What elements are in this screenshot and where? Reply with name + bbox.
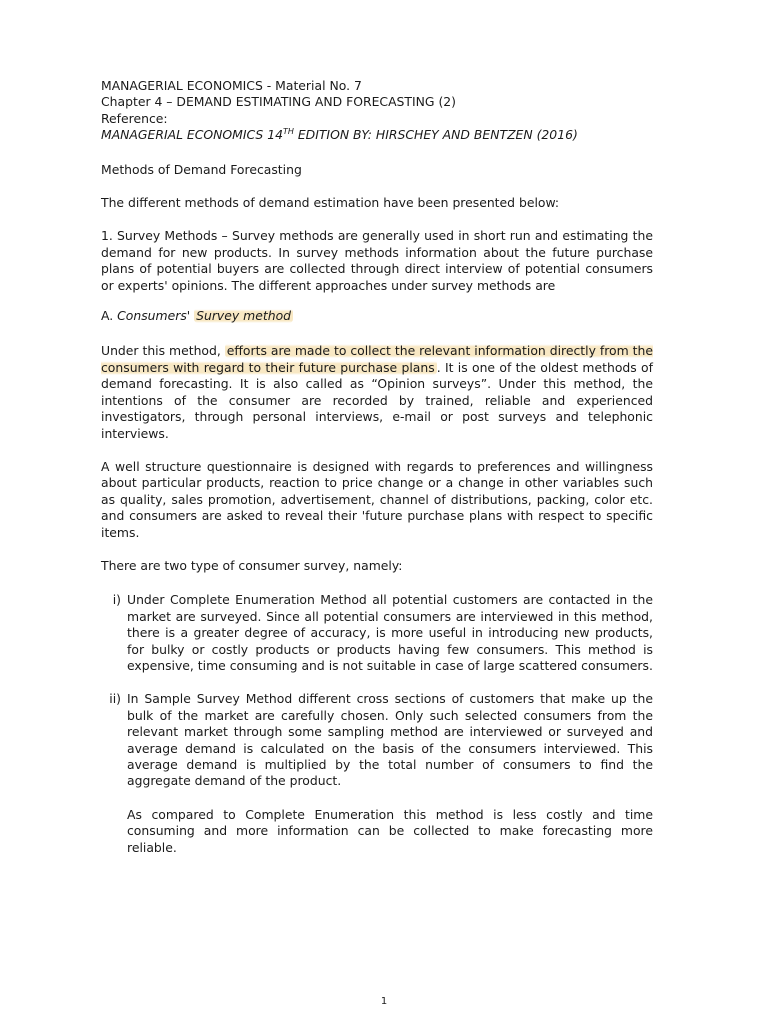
survey-types-list: [101, 592, 653, 789]
page-number: 1: [380, 996, 388, 1007]
list-item: [101, 592, 653, 674]
subheading-italic: Consumers': [117, 308, 195, 324]
intro-paragraph: The different methods of demand estimation have been presented below:: [101, 195, 560, 211]
list-item-text: Under Complete Enumeration Method all potential customers are contacted in the market are surveyed. Since all potential consumers are interviewed in this method, there is a greater degree of accuracy, is more useful in introducing new products, for bulky or costly products or products having few consumers. This method is expensive, time consuming and is not suitable in case of large scattered consumers.: [127, 592, 653, 673]
reference-citation-main: MANAGERIAL ECONOMICS 14: [101, 127, 283, 143]
list-item-text: In Sample Survey Method different cross sections of customers that make up the bulk of the market are carefully chosen. Only such selected consumers from the relevant market through some sampling method are interviewed or surveyed and average demand is calculated on the basis of the consumers interviewed. This average demand is multiplied by the total number of consumers to find the aggregate demand of the product.: [127, 691, 653, 789]
comparison-paragraph: As compared to Complete Enumeration this method is less costly and time consuming and more information can be collected to make forecasting more reliable.: [127, 806, 653, 855]
reference-superscript: TH: [282, 127, 294, 137]
list-marker: i): [112, 592, 121, 608]
list-item: [101, 691, 653, 789]
list-marker: ii): [109, 691, 121, 707]
questionnaire-paragraph: A well structure questionnaire is designed with regards to preferences and willingness about particular products, reaction to price change or a change in other variables such as quality, sales promotion, advertisement, channel of distributions, packing, color etc. and consumers are asked to reveal their 'future purchase plans with respect to specific items.: [101, 458, 653, 540]
subheading-highlight: Survey method: [196, 308, 292, 324]
document-page: [101, 78, 653, 856]
material-title: MANAGERIAL ECONOMICS - Material No. 7: [101, 78, 362, 93]
highlighted-text: efforts are made to collect the relevant information directly from the consumers with regard to their future purchase plans: [101, 343, 653, 375]
reference-citation: [101, 127, 653, 143]
reference-label: Reference:: [101, 110, 168, 126]
survey-methods-paragraph: 1. Survey Methods – Survey methods are generally used in short run and estimating the demand for new products. In survey methods information about the future purchase plans of potential buyers are collected through direct interview of potential consumers or experts' opinions. The different approaches under survey methods are: [101, 228, 653, 293]
paragraph-continuation: . It is one of the oldest methods of demand forecasting. It is also called as “Opinion surveys”. Under this method, the intentions of the consumer are recorded by trained, reliable and experienced investigators, through personal interviews, e-mail or post surveys and telephonic interviews.: [101, 359, 653, 441]
survey-types-intro: There are two type of consumer survey, namely:: [101, 557, 403, 573]
chapter-title: Chapter 4 – DEMAND ESTIMATING AND FORECASTING (2): [101, 94, 456, 110]
subheading-prefix: A.: [101, 308, 118, 324]
consumers-survey-paragraph: [101, 343, 653, 441]
section-heading: Methods of Demand Forecasting: [101, 161, 302, 177]
reference-citation-rest: EDITION BY: HIRSCHEY AND BENTZEN (2016): [293, 127, 578, 143]
consumers-survey-heading: [101, 308, 653, 324]
paragraph-lead: Under this method,: [101, 343, 225, 359]
